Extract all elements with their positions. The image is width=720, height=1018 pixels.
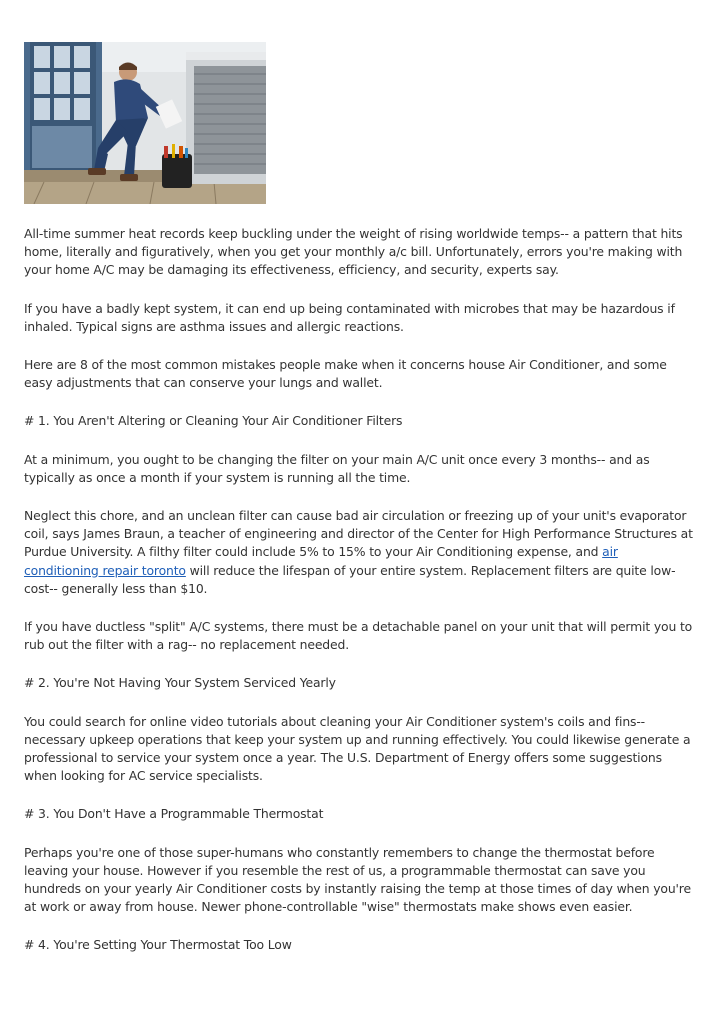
paragraph-6: If you have ductless "split" A/C systems, there must be a detachable panel on your unit that will permit you to rub out the filter with a rag-- no replacement needed. <box>24 619 693 653</box>
paragraph-4: At a minimum, you ought to be changing the filter on your main A/C unit once every 3 months-- and as typically as once a month if your system is running all the time. <box>24 451 650 485</box>
paragraph-8: Perhaps you're one of those super-humans who constantly remembers to change the thermostat before leaving your house. However if you resemble the rest of us, a programmable thermostat can save you hundreds on your yearly Air Conditioner costs by instantly raising the temp at those times of day when you're at work or away from house. Newer phone-controllable "wise" thermostats make shows even easier. <box>24 844 691 915</box>
section-heading-1: # 1. You Aren't Altering or Cleaning Your Air Conditioner Filters <box>24 413 403 429</box>
paragraph-3: Here are 8 of the most common mistakes people make when it concerns house Air Conditioner, and some easy adjustments that can conserve your lungs and wallet. <box>24 357 667 391</box>
paragraph-1: All-time summer heat records keep buckling under the weight of rising worldwide temps-- a pattern that hits home, literally and figuratively, when you get your monthly a/c bill. Unfortunately, errors you're making with your home A/C may be damaging its effectiveness, efficiency, and security, experts say. <box>24 226 683 278</box>
section-heading-3: # 3. You Don't Have a Programmable Thermostat <box>24 806 324 822</box>
ac-repair-toronto-link[interactable]: air conditioning repair toronto <box>24 544 618 578</box>
section-heading-4: # 4. You're Setting Your Thermostat Too Low <box>24 937 292 953</box>
article-body <box>24 225 696 975</box>
paragraph-7: You could search for online video tutorials about cleaning your Air Conditioner system's coils and fins-- necessary upkeep operations that keep your system up and running effectively. You could likewise generate a professional to service your system once a year. The U.S. Department of Energy offers some suggestions when looking for AC service specialists. <box>24 713 691 784</box>
paragraph-2: If you have a badly kept system, it can end up being contaminated with microbes that may be hazardous if inhaled. Typical signs are asthma issues and allergic reactions. <box>24 300 675 334</box>
paragraph-5 <box>24 507 696 598</box>
technician-photo <box>24 42 266 204</box>
paragraph-5-end: will reduce the lifespan of your entire system. Replacement filters are quite low-cost-- generally less than $10. <box>24 562 676 596</box>
technician-ac-unit-image <box>24 42 266 204</box>
paragraph-5-start: Neglect this chore, and an unclean filter can cause bad air circulation or freezing up of your unit's evaporator coil, says James Braun, a teacher of engineering and director of the Center for High Performance Structures at Purdue University. A filthy filter could include 5% to 15% to your Air Conditioning expense, and <box>24 508 693 560</box>
section-heading-2: # 2. You're Not Having Your System Serviced Yearly <box>24 675 336 691</box>
